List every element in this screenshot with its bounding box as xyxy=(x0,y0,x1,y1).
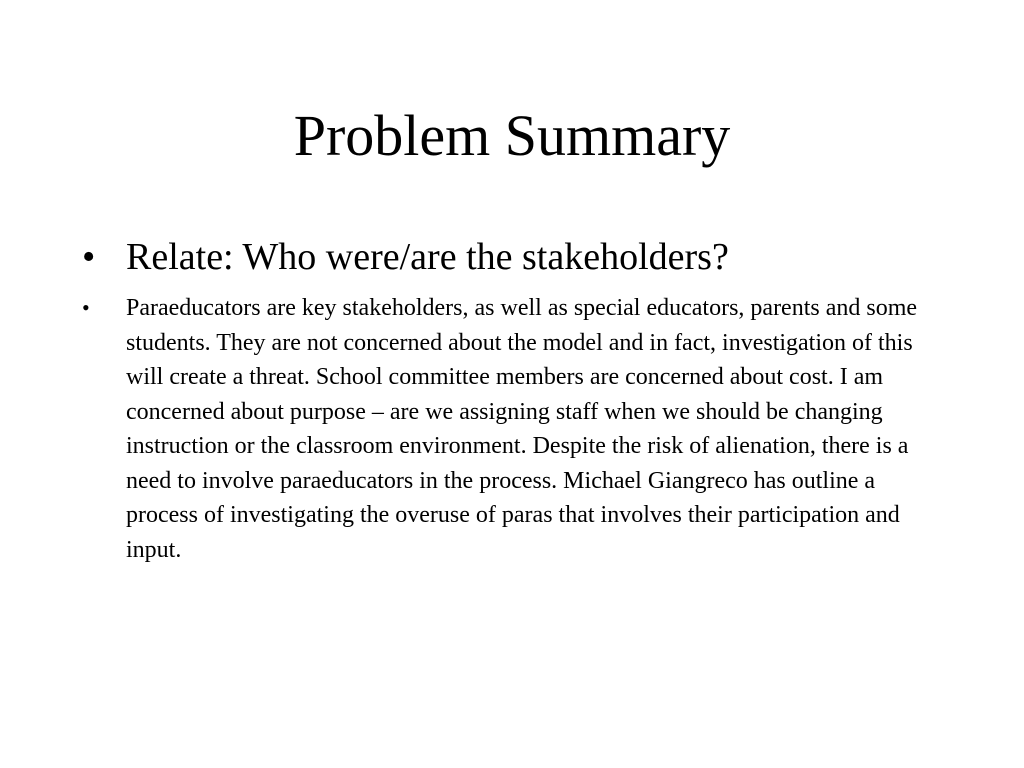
slide-title: Problem Summary xyxy=(293,103,731,168)
bullet-text: Paraeducators are key stakeholders, as well as special educators, parents and some students. They are not concerned about the model and in fact, investigation of this will create a threat. School committee members are concerned about cost. I am concerned about purpose – are we assigning staff when we should be changing instruction or the classroom environment. Despite the risk of alienation, there is a need to involve paraeducators in the process. Michael Giangreco has outline a process of investigating the overuse of paras that involves their participation and input. xyxy=(126,295,918,563)
bullet-marker: • xyxy=(82,236,96,278)
bullet-text: Relate: Who were/are the stakeholders? xyxy=(126,236,729,278)
bullet-item-stakeholders-question xyxy=(82,232,942,282)
bullet-marker: • xyxy=(82,295,90,320)
bullet-item-stakeholders-answer xyxy=(82,291,942,567)
